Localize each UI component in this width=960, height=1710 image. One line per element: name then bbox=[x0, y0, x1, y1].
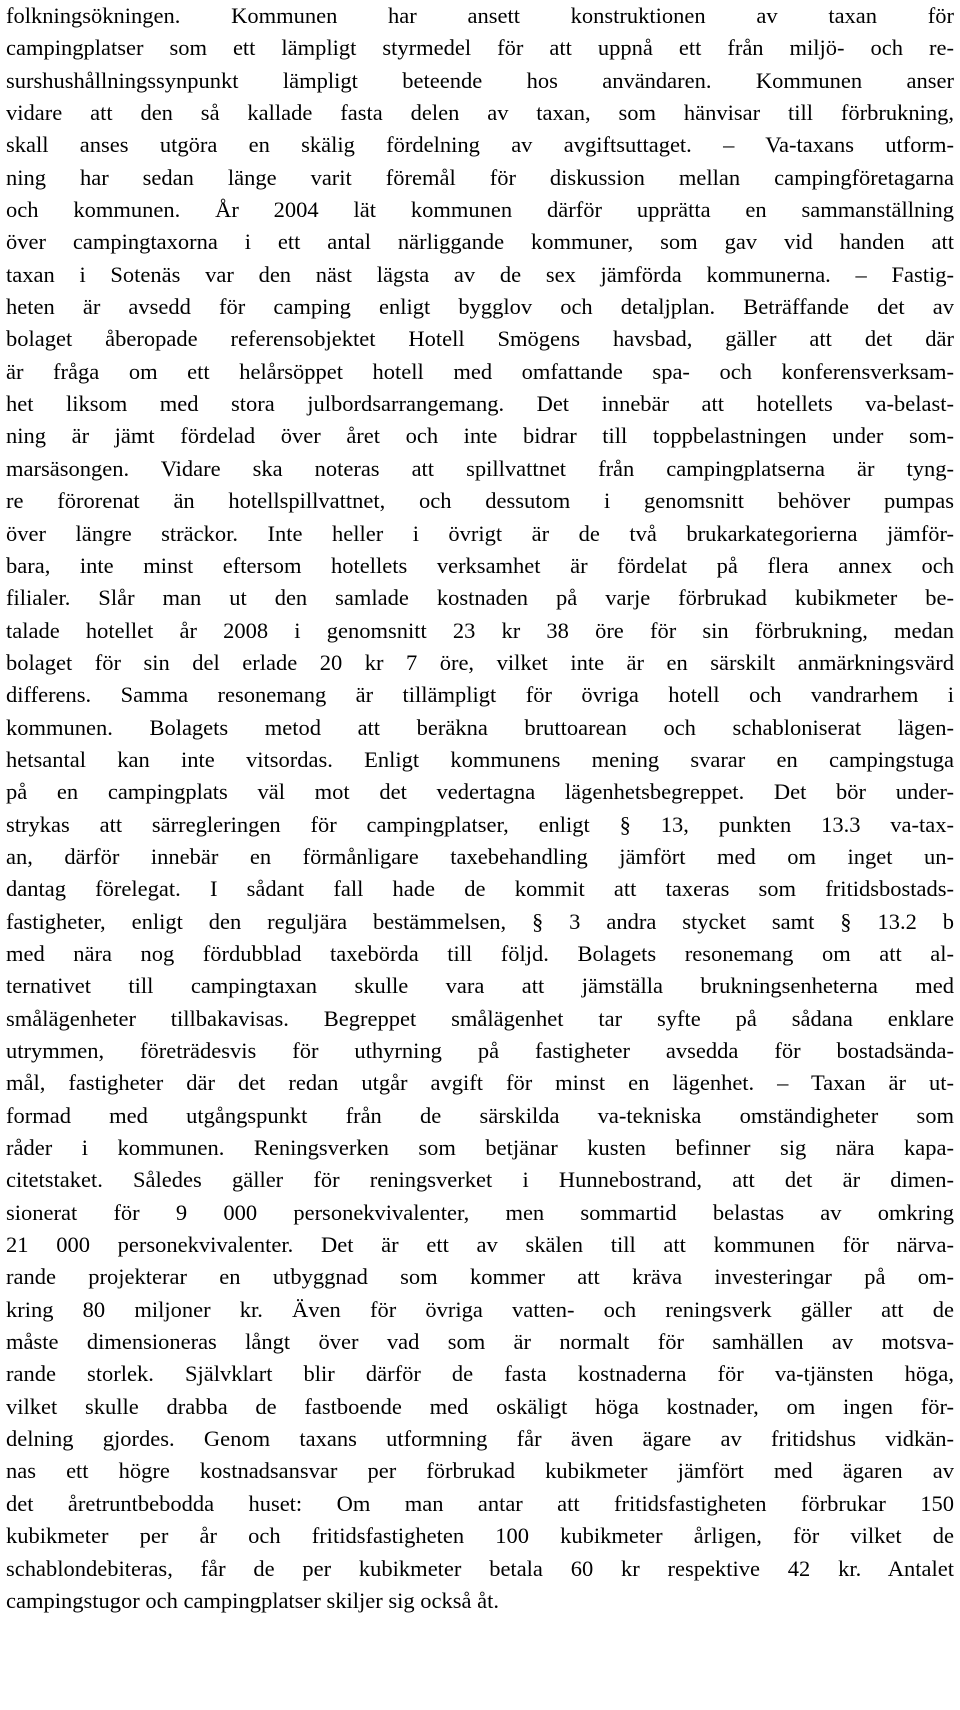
text-line: måste dimensioneras långt över vad som är normalt för samhällen av motsva- bbox=[6, 1329, 954, 1355]
text-line: re förorenat än hotellspillvattnet, och dessutom i genomsnitt behöver pumpas bbox=[6, 488, 954, 514]
text-line: det åretruntbebodda huset: Om man antar att fritidsfastigheten förbrukar 150 bbox=[6, 1490, 954, 1516]
text-line: nas ett högre kostnadsansvar per förbrukad kubikmeter jämfört med ägaren av bbox=[6, 1458, 954, 1484]
text-line: formad med utgångspunkt från de särskilda va-tekniska omständigheter som bbox=[6, 1102, 954, 1128]
text-line: kommunen. Bolagets metod att beräkna bruttoarean och schabloniserat lägen- bbox=[6, 714, 954, 740]
text-line: med nära nog fördubblad taxebörda till följd. Bolagets resonemang om att al- bbox=[6, 940, 954, 966]
text-line: bara, inte minst eftersom hotellets verksamhet är fördelat på flera annex och bbox=[6, 552, 954, 578]
text-line: rande projekterar en utbyggnad som kommer att kräva investeringar på om- bbox=[6, 1264, 954, 1290]
text-line: på en campingplats väl mot det vedertagna lägenhetsbegreppet. Det bör under- bbox=[6, 779, 954, 805]
text-line: kring 80 miljoner kr. Även för övriga vatten- och reningsverk gäller att de bbox=[6, 1296, 954, 1322]
text-line: och kommunen. År 2004 lät kommunen därför upprätta en sammanställning bbox=[6, 197, 954, 223]
text-line: sionerat för 9 000 personekvivalenter, men sommartid belastas av omkring bbox=[6, 1199, 954, 1225]
text-line: skall anses utgöra en skälig fördelning av avgiftsuttaget. – Va-taxans utform- bbox=[6, 132, 954, 158]
text-line: citetstaket. Således gäller för reningsverket i Hunnebostrand, att det är dimen- bbox=[6, 1167, 954, 1193]
text-line: an, därför innebär en förmånligare taxebehandling jämfört med om inget un- bbox=[6, 843, 954, 869]
text-line: bolaget åberopade referensobjektet Hotell Smögens havsbad, gäller att det där bbox=[6, 326, 954, 352]
text-line: fastigheter, enligt den reguljära bestämmelsen, § 3 andra stycket samt § 13.2 b bbox=[6, 908, 954, 934]
text-line: vilket skulle drabba de fastboende med oskäligt höga kostnader, om ingen för- bbox=[6, 1393, 954, 1419]
text-line: rande storlek. Självklart blir därför de fasta kostnaderna för va-tjänsten höga, bbox=[6, 1361, 954, 1387]
text-line: campingstugor och campingplatser skiljer sig också åt. bbox=[6, 1587, 500, 1613]
text-line: 21 000 personekvivalenter. Det är ett av skälen till att kommunen för närva- bbox=[6, 1232, 954, 1258]
text-line: är fråga om ett helårsöppet hotell med omfattande spa- och konferensverksam- bbox=[6, 358, 954, 384]
text-line: dantag förelegat. I sådant fall hade de kommit att taxeras som fritidsbostads- bbox=[6, 876, 954, 902]
text-line: het liksom med stora julbordsarrangemang. Det innebär att hotellets va-belast- bbox=[6, 391, 954, 417]
text-line: campingplatser som ett lämpligt styrmedel för att uppnå ett från miljö- och re- bbox=[6, 35, 954, 61]
text-line: folkningsökningen. Kommunen har ansett konstruktionen av taxan för bbox=[6, 3, 954, 28]
text-line: surshushållningssynpunkt lämpligt beteende hos användaren. Kommunen anser bbox=[6, 67, 954, 93]
text-line: mål, fastigheter där det redan utgår avgift för minst en lägenhet. – Taxan är ut- bbox=[6, 1070, 954, 1096]
text-line: över längre sträckor. Inte heller i övrigt är de två brukarkategorierna jämför- bbox=[6, 520, 954, 546]
text-line: ternativet till campingtaxan skulle vara att jämställa brukningsenheterna med bbox=[6, 973, 954, 999]
text-line: ning har sedan länge varit föremål för diskussion mellan campingföretagarna bbox=[6, 164, 954, 190]
text-line: smålägenheter tillbakavisas. Begreppet smålägenhet tar syfte på sådana enklare bbox=[6, 1005, 954, 1031]
text-line: taxan i Sotenäs var den näst lägsta av de sex jämförda kommunerna. – Fastig- bbox=[6, 261, 954, 287]
text-line: över campingtaxorna i ett antal närliggande kommuner, som gav vid handen att bbox=[6, 229, 954, 255]
body-text bbox=[6, 0, 954, 1617]
text-line: ning är jämt fördelad över året och inte bidrar till toppbelastningen under som- bbox=[6, 423, 954, 449]
text-line: delning gjordes. Genom taxans utformning får även ägare av fritidshus vidkän- bbox=[6, 1426, 954, 1452]
text-line: hetsantal kan inte vitsordas. Enligt kommunens mening svarar en campingstuga bbox=[6, 746, 954, 772]
text-line: heten är avsedd för camping enligt bygglov och detaljplan. Beträffande det av bbox=[6, 294, 954, 320]
text-line: vidare att den så kallade fasta delen av taxan, som hänvisar till förbrukning, bbox=[6, 100, 954, 126]
text-line: strykas att särregleringen för campingplatser, enligt § 13, punkten 13.3 va-tax- bbox=[6, 811, 954, 837]
text-line: bolaget för sin del erlade 20 kr 7 öre, vilket inte är en särskilt anmärkningsvärd bbox=[6, 649, 954, 675]
text-line: utrymmen, företrädesvis för uthyrning på fastigheter avsedda för bostadsända- bbox=[6, 1038, 954, 1063]
text-line: schablondebiteras, får de per kubikmeter betala 60 kr respektive 42 kr. Antalet bbox=[6, 1555, 954, 1581]
text-line: kubikmeter per år och fritidsfastigheten 100 kubikmeter årligen, för vilket de bbox=[6, 1523, 954, 1549]
text-line: talade hotellet år 2008 i genomsnitt 23 kr 38 öre för sin förbrukning, medan bbox=[6, 617, 954, 643]
text-line: differens. Samma resonemang är tillämpligt för övriga hotell och vandrarhem i bbox=[6, 682, 954, 708]
text-line: råder i kommunen. Reningsverken som betjänar kusten befinner sig nära kapa- bbox=[6, 1135, 954, 1161]
text-line: marsäsongen. Vidare ska noteras att spillvattnet från campingplatserna är tyng- bbox=[6, 455, 954, 481]
text-line: filialer. Slår man ut den samlade kostnaden på varje förbrukad kubikmeter be- bbox=[6, 585, 954, 611]
